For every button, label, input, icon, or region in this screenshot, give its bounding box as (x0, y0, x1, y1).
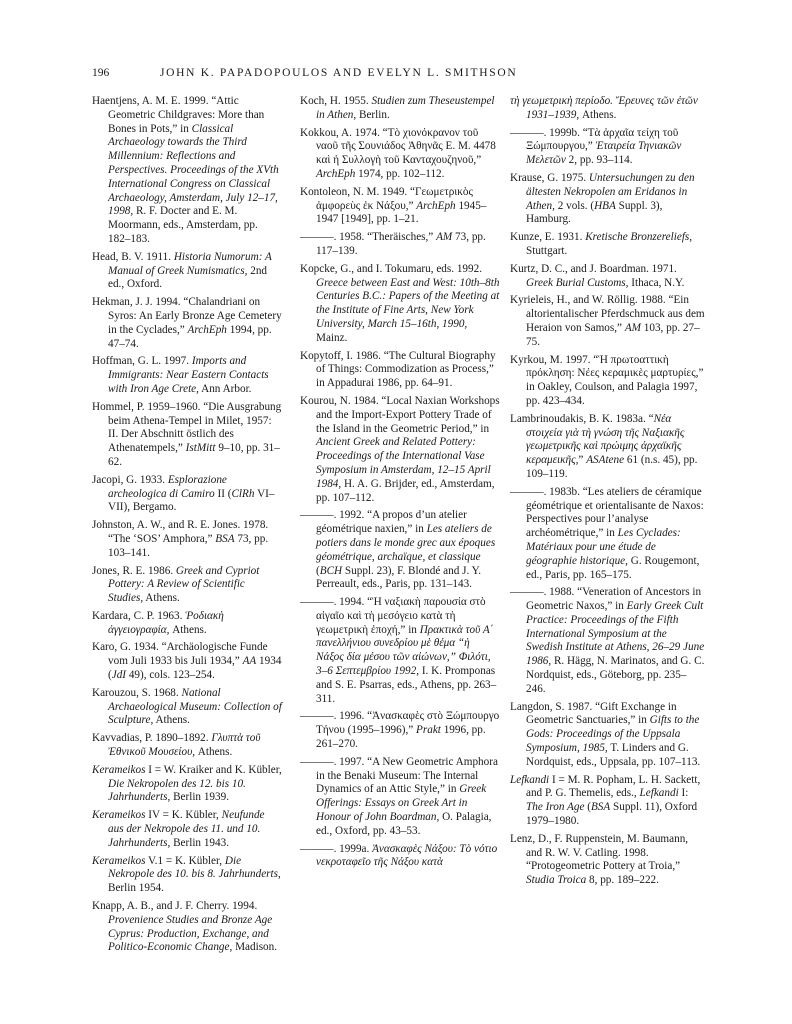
bibliography-entry: Kerameikos IV = K. Kübler, Neufunde aus der Nekropole des 11. und 10. Jahrhunderts, Berlin 1943. (92, 809, 265, 849)
bibliography-entry: Lefkandi I = M. R. Popham, L. H. Sackett, and P. G. Themelis, eds., Lefkandi I: The Iron Age (BSA Suppl. 11), Oxford 1979–1980. (510, 773, 701, 828)
page-number: 196 (92, 67, 110, 79)
bibliography-entry: Kopcke, G., and I. Tokumaru, eds. 1992. Greece between East and West: 10th–8th Centuries B.C.: Papers of the Meeting at the Institute of Fine Arts, New York University, March 15–16th, 1990, Mainz. (300, 262, 500, 344)
bibliography-entry: Lenz, D., F. Ruppenstein, M. Baumann, and R. W. V. Catling. 1998. “Protogeometric Pottery at Troia,” Studia Troica 8, pp. 189–222. (510, 832, 689, 887)
bibliography-column-1 (92, 95, 282, 959)
bibliography-entry: Hekman, J. J. 1994. “Chalandriani on Syros: An Early Bronze Age Cemetery in the Cyclades,” ArchEph 1994, pp. 47–74. (92, 296, 282, 350)
bibliography-entry: Karouzou, S. 1968. National Archaeological Museum: Collection of Sculpture, Athens. (92, 686, 282, 727)
bibliography-entry: τὴ γεωμετρικὴ περίοδο. Ἔρευνες τῶν ἐτῶν 1931–1939, Athens. (510, 95, 698, 121)
bibliography-column-3 (510, 95, 706, 892)
bibliography-entry: Kurtz, D. C., and J. Boardman. 1971. Greek Burial Customs, Ithaca, N.Y. (510, 262, 685, 289)
bibliography-entry: Kardara, C. P. 1963. Ῥοδιακὴ ἀγγειογραφία, Athens. (92, 609, 224, 636)
bibliography-entry: Johnston, A. W., and R. E. Jones. 1978. “The ‘SOS’ Amphora,” BSA 73, pp. 103–141. (92, 519, 269, 559)
bibliography-entry: Jacopi, G. 1933. Esplorazione archeologica di Camiro II (ClRh VI–VII), Bergamo. (92, 473, 275, 514)
bibliography-entry: Kyrkou, M. 1997. “Ἡ πρωτοαττικὴ πρόκληση: Νέες κεραμικὲς μαρτυρίες,” in Oakley, Coulson, and Palagia 1997, pp. 423–434. (510, 353, 704, 407)
bibliography-entry: Kourou, N. 1984. “Local Naxian Workshops and the Import-Export Pottery Trade of the Island in the Geometric Period,” in Ancient Greek and Related Pottery: Proceedings of the International Vase Symposium in Amsterdam, 12–15 April 1984, H. A. G. Brijder, ed., Amsterdam, pp. 107–112. (300, 394, 500, 504)
bibliography-entry: Lambrinoudakis, B. K. 1983a. “Νέα στοιχεία γιὰ τὴ γνώση τῆς Ναξιακῆς γεωμετρικῆς καὶ πρώιμης ἀρχαϊκῆς κεραμεικῆς,” ASAtene 61 (n.s. 45), pp. 109–119. (510, 412, 698, 480)
bibliography-entry: ———. 1999b. “Τὰ ἀρχαῖα τείχη τοῦ Ξώμπουργου,” Ἑταιρεία Τηνιακῶν Μελετῶν 2, pp. 93–114. (510, 126, 682, 167)
bibliography-entry: ———. 1958. “Theräisches,” AM 73, pp. 117–139. (300, 231, 486, 257)
bibliography-entry: ———. 1999a. Ἀνασκαφὲς Νάξου: Τὸ νότιο νεκροταφεῖο τῆς Νάξου κατὰ (300, 842, 498, 869)
bibliography-entry: Kyrieleis, H., and W. Röllig. 1988. “Ein altorientalischer Pferdschmuck aus dem Heraion von Samos,” AM 103, pp. 27–75. (510, 294, 705, 348)
bibliography-entry: Karo, G. 1934. “Archäologische Funde vom Juli 1933 bis Juli 1934,” AA 1934 (JdI 49), cols. 123–254. (92, 641, 282, 682)
bibliography-entry: ———. 1996. “Ἀνασκαφὲς στὸ Ξώμπουργο Τήνου (1995–1996),” Prakt 1996, pp. 261–270. (300, 710, 500, 751)
bibliography-entry: Kavvadias, P. 1890–1892. Γλυπτὰ τοῦ Ἐθνικοῦ Μουσείου, Athens. (92, 732, 261, 759)
bibliography-entry: ———. 1994. “Ἡ ναξιακὴ παρουσία στὸ αἰγαῖο καὶ τὴ μεσόγειο κατὰ τὴ γεωμετρικὴ ἐποχή,” in Πρακτικὰ τοῦ Α΄ πανελλήνιου συνεδρίου μὲ θέμα “ἡ Νάξος δία μέσου τῶν αἰώνων,” Φιλότι, 3–6 Σεπτεμβρίου 1992, I. K. Promponas and S. E. Psarras, eds., Athens, pp. 263–311. (300, 596, 497, 705)
bibliography-entry: Kopytoff, I. 1986. “The Cultural Biography of Things: Commodization as Process,” in Appadurai 1986, pp. 64–91. (300, 349, 496, 390)
bibliography-entry: Kunze, E. 1931. Kretische Bronzereliefs, Stuttgart. (510, 231, 693, 257)
bibliography-entry: Koch, H. 1955. Studien zum Theseustempel in Athen, Berlin. (300, 95, 495, 121)
bibliography-column-2 (300, 95, 500, 874)
bibliography-entry: Hoffman, G. L. 1997. Imports and Immigrants: Near Eastern Contacts with Iron Age Crete, Ann Arbor. (92, 355, 269, 395)
bibliography-entry: Head, B. V. 1911. Historia Numorum: A Manual of Greek Numismatics, 2nd ed., Oxford. (92, 250, 272, 291)
bibliography-entry: Kontoleon, N. M. 1949. “Γεωμετρικὸς ἀμφορεὺς ἐκ Νάξου,” ArchEph 1945–1947 [1949], pp. 1–21. (300, 185, 487, 226)
bibliography-entry: Hommel, P. 1959–1960. “Die Ausgrabung beim Athena-Tempel in Milet, 1957: II. Der Abschnitt östlich des Athenatempels,” IstMitt 9–10, pp. 31–62. (92, 400, 282, 468)
running-head-authors: JOHN K. PAPADOPOULOS AND EVELYN L. SMITHSON (160, 67, 518, 79)
bibliography-entry: ———. 1988. “Veneration of Ancestors in Geometric Naxos,” in Early Greek Cult Practice: Proceedings of the Fifth International Symposium at the Swedish Institute at Athens, 26–29 June 1986, R. Hägg, N. Marinatos, and G. C. Nordquist, eds., Göteborg, pp. 235–246. (510, 586, 705, 695)
bibliography-entry: ———. 1983b. “Les ateliers de céramique géométrique et orientalisante de Naxos: Perspectives pour l’analyse archéométrique,” in Les Cyclades: Matériaux pour une étude de géographie historique, G. Rougemont, ed., Paris, pp. 165–175. (510, 485, 704, 581)
bibliography-entry: Kerameikos I = W. Kraiker and K. Kübler, Die Nekropolen des 12. bis 10. Jahrhunderts, Berlin 1939. (92, 763, 282, 804)
bibliography-entry: Kerameikos V.1 = K. Kübler, Die Nekropole des 10. bis 8. Jahrhunderts, Berlin 1954. (92, 854, 281, 895)
bibliography-entry: ———. 1992. “A propos d’un atelier géométrique naxien,” in Les ateliers de potiers dans le monde grec aux époques géométrique, archaïque, et classique (BCH Suppl. 23), F. Blondé and J. Y. Perreault, eds., Paris, pp. 131–143. (300, 509, 496, 591)
bibliography-entry: Krause, G. 1975. Untersuchungen zu den ältesten Nekropolen am Eridanos in Athen, 2 vols. (HBA Suppl. 3), Hamburg. (510, 171, 695, 226)
running-head (92, 66, 712, 80)
bibliography-entry: ———. 1997. “A New Geometric Amphora in the Benaki Museum: The Internal Dynamics of an Attic Style,” in Greek Offerings: Essays on Greek Art in Honour of John Boardman, O. Palagia, ed., Oxford, pp. 43–53. (300, 755, 498, 837)
bibliography-entry: Knapp, A. B., and J. F. Cherry. 1994. Provenience Studies and Bronze Age Cyprus: Production, Exchange, and Politico-Economic Change, Madison. (92, 900, 278, 954)
bibliography-entry: Langdon, S. 1987. “Gift Exchange in Geometric Sanctuaries,” in Gifts to the Gods: Proceedings of the Uppsala Symposium, 1985, T. Linders and G. Nordquist, eds., Uppsala, pp. 107–113. (510, 700, 701, 768)
bibliography-entry: Haentjens, A. M. E. 1999. “Attic Geometric Childgraves: More than Bones in Pots,” in Classical Archaeology towards the Third Millennium: Reflections and Perspectives. Proceedings of the XVth International Congress on Classical Archaeology, Amsterdam, July 12–17, 1998, R. F. Docter and E. M. Moormann, eds., Amsterdam, pp. 182–183. (92, 95, 279, 245)
bibliography-entry: Kokkou, A. 1974. “Τὸ χιονόκρανον τοῦ ναοῦ τῆς Σουνιάδος Ἀθηνᾶς Ε. Μ. 4478 καὶ ἡ Συλλογὴ τοῦ Κανταχουζηνοῦ,” ArchEph 1974, pp. 102–112. (300, 126, 496, 180)
bibliography-entry: Jones, R. E. 1986. Greek and Cypriot Pottery: A Review of Scientific Studies, Athens. (92, 564, 260, 605)
